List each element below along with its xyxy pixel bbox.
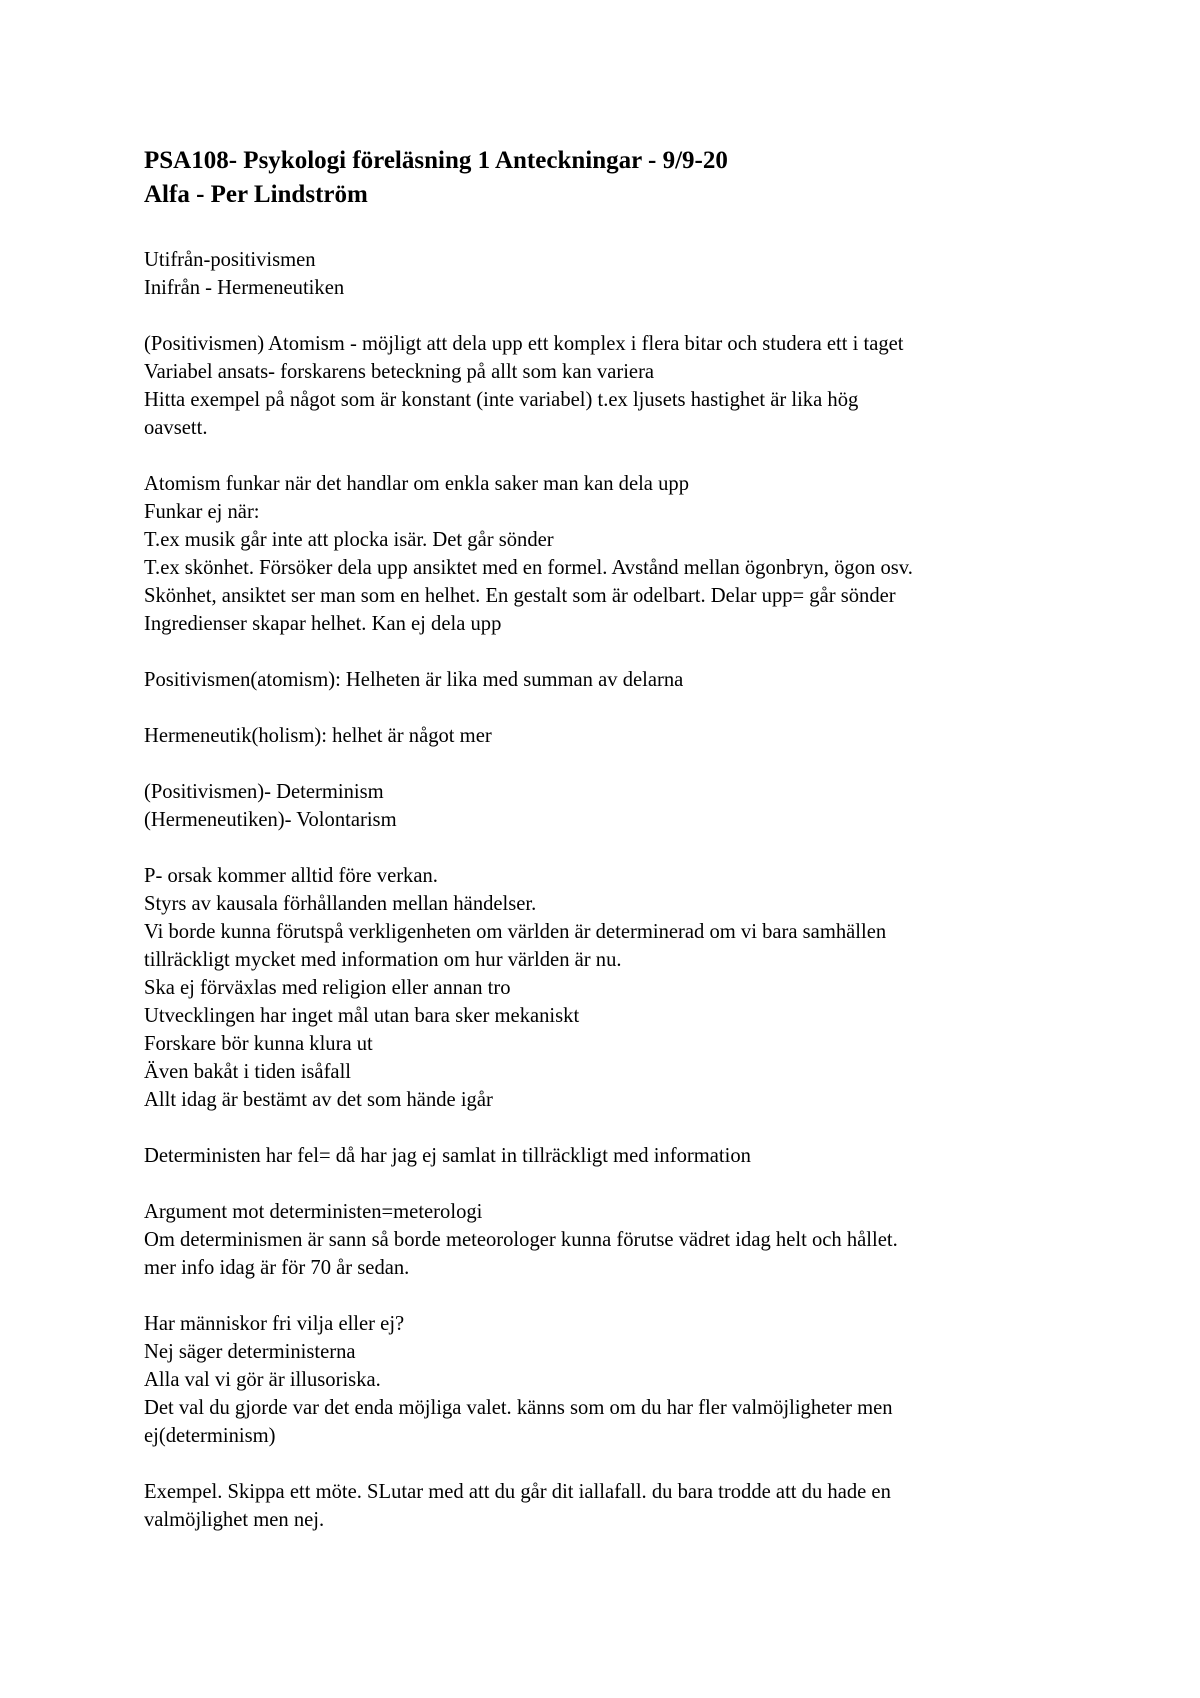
text-line: (Hermeneutiken)- Volontarism: [144, 809, 397, 831]
text-line: mer info idag är för 70 år sedan.: [144, 1257, 410, 1279]
paragraph: [144, 1310, 1074, 1450]
text-line: Variabel ansats- forskarens beteckning på allt som kan variera: [144, 361, 655, 383]
text-line: Styrs av kausala förhållanden mellan händelser.: [144, 893, 537, 915]
text-line: Ingredienser skapar helhet. Kan ej dela upp: [144, 613, 502, 635]
text-line: Det val du gjorde var det enda möjliga valet. känns som om du har fler valmöjligheter men: [144, 1397, 893, 1419]
text-line: valmöjlighet men nej.: [144, 1509, 325, 1531]
document-title: [144, 144, 1074, 212]
paragraph: [144, 666, 1074, 694]
text-line: Positivismen(atomism): Helheten är lika med summan av delarna: [144, 669, 684, 691]
text-line: Alla val vi gör är illusoriska.: [144, 1369, 381, 1391]
paragraph: [144, 722, 1074, 750]
text-line: Argument mot deterministen=meterologi: [144, 1201, 483, 1223]
text-line: Hitta exempel på något som är konstant (inte variabel) t.ex ljusets hastighet är lika hög: [144, 389, 859, 411]
text-line: oavsett.: [144, 417, 208, 439]
paragraph: [144, 1142, 1074, 1170]
paragraph: [144, 1478, 1074, 1534]
text-line: (Positivismen)- Determinism: [144, 781, 384, 803]
text-line: T.ex musik går inte att plocka isär. Det går sönder: [144, 529, 554, 551]
text-line: Forskare bör kunna klura ut: [144, 1033, 373, 1055]
paragraph: [144, 1198, 1074, 1282]
text-line: Vi borde kunna förutspå verkligenheten om världen är determinerad om vi bara samhällen: [144, 921, 887, 943]
text-line: Inifrån - Hermeneutiken: [144, 277, 345, 299]
document-body: [144, 144, 1074, 1562]
title-line-author: Alfa - Per Lindström: [144, 181, 368, 208]
paragraph: [144, 778, 1074, 834]
text-line: Hermeneutik(holism): helhet är något mer: [144, 725, 492, 747]
text-line: Ska ej förväxlas med religion eller annan tro: [144, 977, 511, 999]
text-line: Allt idag är bestämt av det som hände igår: [144, 1089, 493, 1111]
text-line: tillräckligt mycket med information om hur världen är nu.: [144, 949, 622, 971]
paragraph: [144, 470, 1074, 638]
paragraph: [144, 330, 1074, 442]
text-line: Deterministen har fel= då har jag ej samlat in tillräckligt med information: [144, 1145, 751, 1167]
text-line: Utifrån-positivismen: [144, 249, 316, 271]
text-line: Funkar ej när:: [144, 501, 260, 523]
text-line: Har människor fri vilja eller ej?: [144, 1313, 405, 1335]
text-line: (Positivismen) Atomism - möjligt att dela upp ett komplex i flera bitar och studera ett i taget: [144, 333, 904, 355]
text-line: P- orsak kommer alltid före verkan.: [144, 865, 438, 887]
text-line: Atomism funkar när det handlar om enkla saker man kan dela upp: [144, 473, 689, 495]
notes-body: [144, 246, 1074, 1534]
text-line: T.ex skönhet. Försöker dela upp ansiktet med en formel. Avstånd mellan ögonbryn, ögon osv.: [144, 557, 913, 579]
text-line: Nej säger deterministerna: [144, 1341, 356, 1363]
text-line: Skönhet, ansiktet ser man som en helhet. En gestalt som är odelbart. Delar upp= går sönder: [144, 585, 896, 607]
text-line: Exempel. Skippa ett möte. SLutar med att du går dit iallafall. du bara trodde att du hade en: [144, 1481, 891, 1503]
paragraph: [144, 862, 1074, 1114]
text-line: ej(determinism): [144, 1425, 276, 1447]
text-line: Även bakåt i tiden isåfall: [144, 1061, 352, 1083]
text-line: Utvecklingen har inget mål utan bara sker mekaniskt: [144, 1005, 580, 1027]
paragraph: [144, 246, 1074, 302]
title-line-course: PSA108- Psykologi föreläsning 1 Anteckningar - 9/9-20: [144, 147, 728, 174]
text-line: Om determinismen är sann så borde meteorologer kunna förutse vädret idag helt och hållet.: [144, 1229, 898, 1251]
